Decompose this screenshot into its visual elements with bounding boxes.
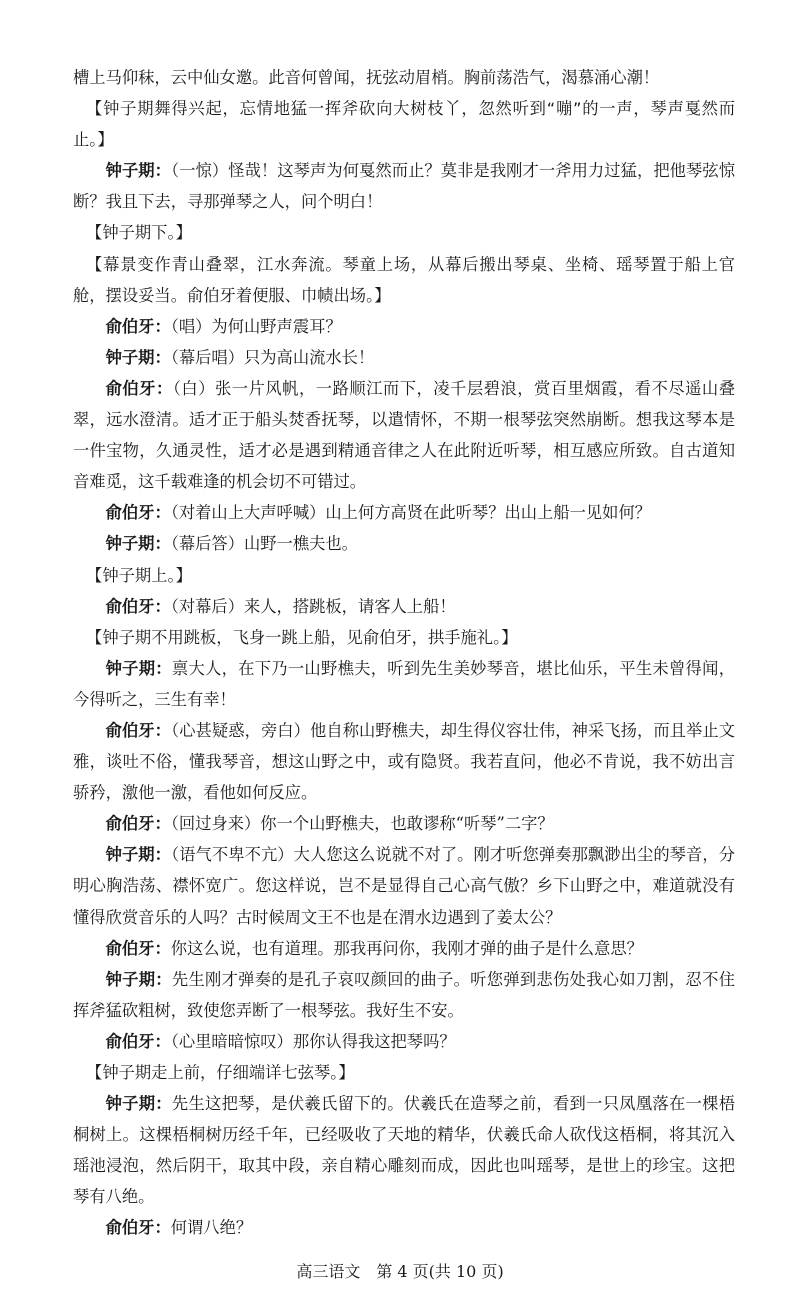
- dialogue-line: [73, 839, 735, 932]
- dialogue-line: [73, 497, 735, 528]
- speaker-name: 钟子期：: [105, 347, 171, 367]
- page-footer: 高三语文 第 4 页(共 10 页): [296, 1261, 504, 1281]
- stage-direction: [73, 217, 735, 248]
- paragraph-text: 先生这把琴，是伏羲氏留下的。伏羲氏在造琴之前，看到一只凤凰落在一棵梧桐树上。这棵梧桐树历经千年，已经吸收了天地的精华，伏羲氏命人砍伐这梧桐，将其沉入瑶池浸泡，然后阴干，取其中段，亲自精心雕刻而成，因此也叫瑶琴，是世上的珍宝。这把琴有八绝。: [73, 1094, 735, 1207]
- paragraph-text: （心里暗暗惊叹）那你认得我这把琴吗？: [170, 1031, 456, 1051]
- speaker-name: 钟子期：: [105, 161, 171, 181]
- speaker-name: 钟子期：: [105, 845, 171, 865]
- paragraph-text: （心甚疑惑，旁白）他自称山野樵夫，却生得仪容壮伟，神采飞扬，而且举止文雅，谈吐不俗，懂我琴音，想这山野之中，或有隐贤。我若直问，他必不肯说，我不妨出言骄矜，激他一激，看他如何反应。: [73, 720, 735, 803]
- dialogue-line: [73, 1212, 735, 1243]
- speaker-name: 俞伯牙：: [105, 503, 171, 523]
- stage-direction: [73, 249, 735, 311]
- verse-continuation: [73, 62, 735, 93]
- stage-direction: [73, 560, 735, 591]
- stage-direction: [73, 1057, 735, 1088]
- document-body: [73, 0, 735, 1244]
- paragraph-text: 禀大人，在下乃一山野樵夫，听到先生美妙琴音，堪比仙乐，平生未曾得闻，今得听之，三生有幸！: [73, 658, 735, 709]
- dialogue-line: [73, 715, 735, 808]
- dialogue-line: [73, 311, 735, 342]
- dialogue-line: [73, 653, 735, 715]
- dialogue-line: [73, 1088, 735, 1212]
- dialogue-line: [73, 591, 735, 622]
- speaker-name: 钟子期：: [105, 1094, 172, 1114]
- speaker-name: 俞伯牙：: [105, 938, 171, 958]
- dialogue-line: [73, 528, 735, 559]
- speaker-name: 钟子期：: [105, 969, 172, 989]
- speaker-name: 俞伯牙：: [105, 316, 171, 336]
- paragraph-text: （对着山上大声呼喊）山上何方高贤在此听琴？出山上船一见如何？: [170, 503, 652, 523]
- dialogue-line: [73, 933, 735, 964]
- paragraph-text: （幕后唱）只为高山流水长！: [170, 347, 375, 367]
- speaker-name: 俞伯牙：: [105, 1218, 171, 1238]
- paragraph-text: 【钟子期舞得兴起，忘情地猛一挥斧砍向大树枝丫，忽然听到“嘣”的一声，琴声戛然而止。】: [73, 99, 735, 150]
- paragraph-text: （回过身来）你一个山野樵夫，也敢谬称“听琴”二字？: [170, 814, 554, 834]
- speaker-name: 俞伯牙：: [105, 1031, 171, 1051]
- paragraph-text: 何谓八绝？: [170, 1218, 253, 1238]
- paragraph-text: （对幕后）来人，搭跳板，请客人上船！: [170, 596, 456, 616]
- paragraph-text: 【钟子期不用跳板，飞身一跳上船，见俞伯牙，拱手施礼。】: [86, 627, 518, 647]
- stage-direction: [73, 622, 735, 653]
- paragraph-text: 你这么说，也有道理。那我再问你，我刚才弹的曲子是什么意思？: [170, 938, 643, 958]
- paragraph-text: （白）张一片风帆，一路顺江而下，凌千层碧浪，赏百里烟霞，看不尽遥山叠翠，远水澄清。适才正于船头焚香抚琴，以遣情怀，不期一根琴弦突然崩断。想我这琴本是一件宝物，久通灵性，适才必是遇到精通音律之人在此附近听琴，相互感应所致。自古道知音难觅，这千载难逢的机会切不可错过。: [73, 378, 735, 492]
- dialogue-line: [73, 155, 735, 217]
- speaker-name: 俞伯牙：: [105, 378, 173, 398]
- dialogue-line: [73, 1026, 735, 1057]
- speaker-name: 俞伯牙：: [105, 720, 171, 740]
- dialogue-line: [73, 373, 735, 497]
- paragraph-text: （语气不卑不亢）大人您这么说就不对了。刚才听您弹奏那飘渺出尘的琴音，分明心胸浩荡、襟怀宽广。您这样说，岂不是显得自己心高气傲？乡下山野之中，难道就没有懂得欣赏音乐的人吗？古时候周文王不也是在渭水边遇到了姜太公？: [73, 845, 735, 927]
- paragraph-text: 【钟子期上。】: [86, 565, 192, 585]
- stage-direction: [73, 93, 735, 155]
- paragraph-text: 【幕景变作青山叠翠，江水奔流。琴童上场，从幕后搬出琴桌、坐椅、瑶琴置于船上官舱，摆设妥当。俞伯牙着便服、巾帻出场。】: [73, 254, 735, 305]
- paragraph-text: 槽上马仰秣，云中仙女邀。此音何曾闻，抚弦动眉梢。胸前荡浩气，渴慕涌心潮！: [73, 68, 660, 87]
- paragraph-text: 【钟子期走上前，仔细端详七弦琴。】: [86, 1063, 355, 1082]
- speaker-name: 钟子期：: [105, 534, 171, 554]
- dialogue-line: [73, 964, 735, 1026]
- paragraph-text: （唱）为何山野声震耳？: [170, 316, 342, 336]
- paragraph-text: （一惊）怪哉！这琴声为何戛然而止？莫非是我刚才一斧用力过猛，把他琴弦惊断？我且下去，寻那弹琴之人，问个明白！: [73, 161, 735, 212]
- dialogue-line: [73, 342, 735, 373]
- speaker-name: 俞伯牙：: [105, 596, 171, 616]
- dialogue-line: [73, 808, 735, 839]
- paragraph-text: （幕后答）山野一樵夫也。: [170, 534, 358, 554]
- paragraph-text: 【钟子期下。】: [86, 223, 192, 243]
- speaker-name: 俞伯牙：: [105, 814, 171, 834]
- paragraph-text: 先生刚才弹奏的是孔子哀叹颜回的曲子。听您弹到悲伤处我心如刀割，忍不住挥斧猛砍粗树，致使您弄断了一根琴弦。我好生不安。: [73, 969, 735, 1020]
- speaker-name: 钟子期：: [105, 658, 172, 678]
